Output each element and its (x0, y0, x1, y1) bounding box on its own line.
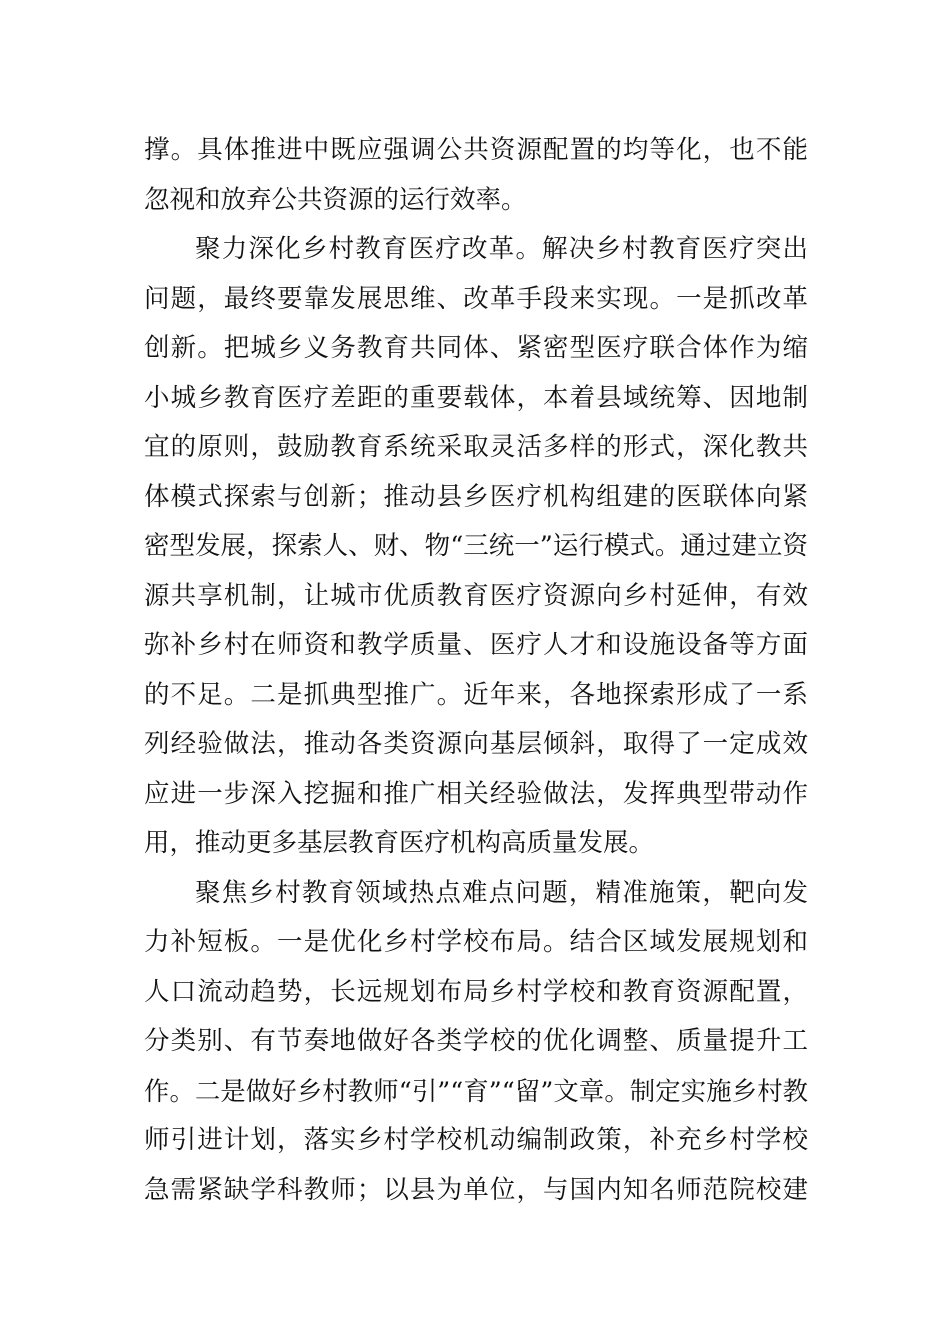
paragraph-line: 体模式探索与创新；推动县乡医疗机构组建的医联体向紧 (144, 481, 808, 512)
paragraph-line: 力补短板。一是优化乡村学校布局。结合区域发展规划和 (144, 927, 808, 957)
paragraph-line: 人口流动趋势，长远规划布局乡村学校和教育资源配置， (144, 976, 808, 1007)
body-text (144, 126, 808, 1215)
paragraph-line: 师引进计划，落实乡村学校机动编制政策，补充乡村学校 (144, 1125, 808, 1155)
paragraph-line: 问题，最终要靠发展思维、改革手段来实现。一是抓改革 (144, 283, 808, 314)
paragraph-line: 作。二是做好乡村教师“引”“育”“留”文章。制定实施乡村教 (144, 1075, 808, 1106)
paragraph-line: 急需紧缺学科教师；以县为单位，与国内知名师范院校建 (144, 1174, 808, 1205)
paragraph-line: 弥补乡村在师资和教学质量、医疗人才和设施设备等方面 (144, 630, 808, 660)
paragraph-line: 忽视和放弃公共资源的运行效率。 (144, 184, 527, 215)
paragraph-line: 的不足。二是抓典型推广。近年来，各地探索形成了一系 (144, 679, 808, 710)
paragraph-line: 小城乡教育医疗差距的重要载体，本着县域统筹、因地制 (144, 382, 808, 413)
paragraph-line: 分类别、有节奏地做好各类学校的优化调整、质量提升工 (144, 1026, 808, 1056)
paragraph-first-line: 聚焦乡村教育领域热点难点问题，精准施策，靶向发 (195, 877, 808, 908)
paragraph-line: 列经验做法，推动各类资源向基层倾斜，取得了一定成效 (144, 729, 808, 759)
paragraph-line: 应进一步深入挖掘和推广相关经验做法，发挥典型带动作 (144, 778, 808, 809)
paragraph-line: 源共享机制，让城市优质教育医疗资源向乡村延伸，有效 (144, 580, 808, 611)
paragraph-line: 创新。把城乡义务教育共同体、紧密型医疗联合体作为缩 (144, 333, 808, 363)
paragraph-line: 密型发展，探索人、财、物“三统一”运行模式。通过建立资 (144, 531, 808, 561)
paragraph-first-line: 聚力深化乡村教育医疗改革。解决乡村教育医疗突出 (195, 234, 808, 264)
paragraph-line: 撑。具体推进中既应强调公共资源配置的均等化，也不能 (144, 135, 808, 165)
paragraph-line: 宜的原则，鼓励教育系统采取灵活多样的形式，深化教共 (144, 432, 808, 462)
paragraph-line: 用，推动更多基层教育医疗机构高质量发展。 (144, 828, 655, 858)
